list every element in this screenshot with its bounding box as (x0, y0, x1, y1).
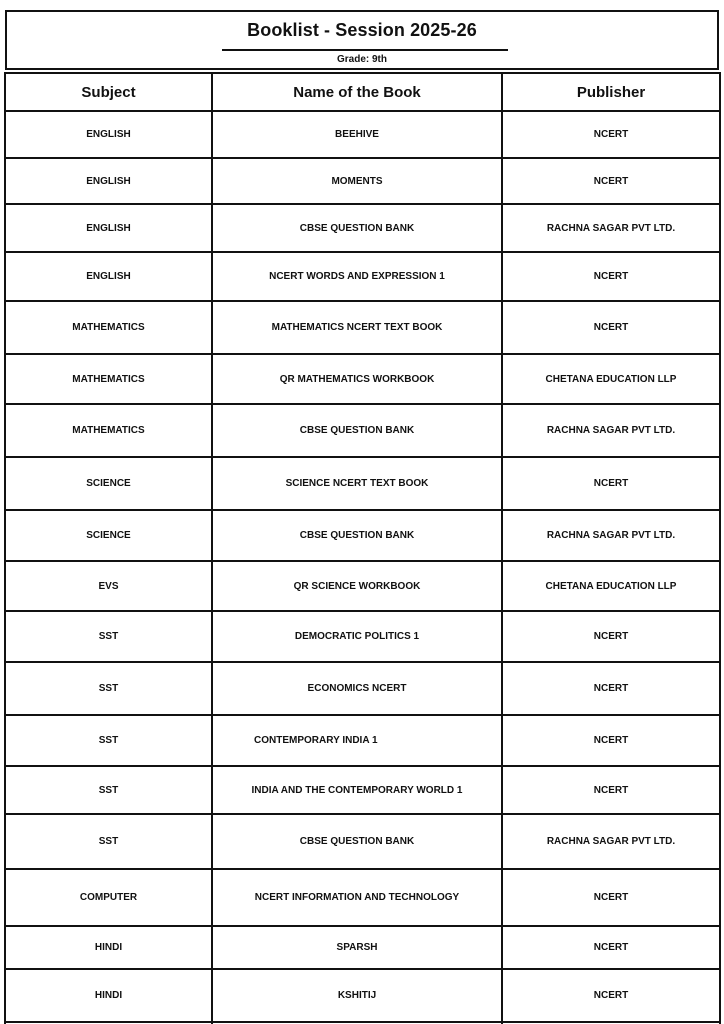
book-cell: NCERT INFORMATION AND TECHNOLOGY (212, 869, 502, 926)
subject-cell: HINDI (5, 926, 212, 969)
book-cell: CBSE QUESTION BANK (212, 404, 502, 457)
book-cell: KSHITIJ (212, 969, 502, 1022)
publisher-cell: NCERT (502, 111, 720, 158)
subject-cell: ENGLISH (5, 111, 212, 158)
book-cell: SCIENCE NCERT TEXT BOOK (212, 457, 502, 510)
subject-cell: SST (5, 715, 212, 766)
book-cell: NCERT WORDS AND EXPRESSION 1 (212, 252, 502, 301)
publisher-cell: NCERT (502, 766, 720, 814)
header-box (5, 10, 719, 70)
book-cell: CBSE QUESTION BANK (212, 204, 502, 252)
subject-cell: SST (5, 814, 212, 869)
book-cell: QR SCIENCE WORKBOOK (212, 561, 502, 611)
subject-cell: ENGLISH (5, 204, 212, 252)
table-row (5, 354, 720, 404)
table-row (5, 561, 720, 611)
page-title: Booklist - Session 2025-26 (247, 20, 477, 40)
book-cell: CBSE QUESTION BANK (212, 814, 502, 869)
subject-cell: MATHEMATICS (5, 301, 212, 354)
grade-label: Grade: 9th (336, 54, 387, 65)
subject-cell: HINDI (5, 969, 212, 1022)
publisher-cell: RACHNA SAGAR PVT LTD. (502, 204, 720, 252)
subject-cell: SCIENCE (5, 510, 212, 561)
column-header-subject: Subject (5, 73, 212, 111)
table-row (5, 252, 720, 301)
column-header-book: Name of the Book (212, 73, 502, 111)
table-row (5, 611, 720, 662)
subject-cell: ENGLISH (5, 158, 212, 204)
publisher-cell: NCERT (502, 158, 720, 204)
table-row (5, 204, 720, 252)
booklist-table (4, 72, 721, 1024)
table-row (5, 662, 720, 715)
publisher-cell: NCERT (502, 926, 720, 969)
table-row (5, 404, 720, 457)
book-cell: MOMENTS (212, 158, 502, 204)
book-cell: CONTEMPORARY INDIA 1 (212, 715, 502, 766)
table-row (5, 301, 720, 354)
book-cell: DEMOCRATIC POLITICS 1 (212, 611, 502, 662)
publisher-cell: NCERT (502, 611, 720, 662)
publisher-cell: RACHNA SAGAR PVT LTD. (502, 404, 720, 457)
book-cell: CBSE QUESTION BANK (212, 510, 502, 561)
table-row (5, 158, 720, 204)
subject-cell: MATHEMATICS (5, 354, 212, 404)
book-cell: ECONOMICS NCERT (212, 662, 502, 715)
table-header-row (5, 73, 720, 111)
subject-cell: SST (5, 766, 212, 814)
subject-cell: SCIENCE (5, 457, 212, 510)
subject-cell: SST (5, 662, 212, 715)
table-row (5, 814, 720, 869)
table-row (5, 869, 720, 926)
publisher-cell: NCERT (502, 301, 720, 354)
table-row (5, 715, 720, 766)
publisher-cell: NCERT (502, 252, 720, 301)
subject-cell: EVS (5, 561, 212, 611)
book-cell: INDIA AND THE CONTEMPORARY WORLD 1 (212, 766, 502, 814)
title-underline (222, 49, 508, 51)
book-cell: SPARSH (212, 926, 502, 969)
subject-cell: MATHEMATICS (5, 404, 212, 457)
book-cell: BEEHIVE (212, 111, 502, 158)
publisher-cell: NCERT (502, 715, 720, 766)
table-row (5, 510, 720, 561)
publisher-cell: NCERT (502, 869, 720, 926)
table-row (5, 457, 720, 510)
table-row (5, 926, 720, 969)
column-header-publisher: Publisher (502, 73, 720, 111)
publisher-cell: NCERT (502, 969, 720, 1022)
book-cell: QR MATHEMATICS WORKBOOK (212, 354, 502, 404)
publisher-cell: CHETANA EDUCATION LLP (502, 561, 720, 611)
table-row (5, 766, 720, 814)
table-row (5, 969, 720, 1022)
publisher-cell: RACHNA SAGAR PVT LTD. (502, 510, 720, 561)
subject-cell: SST (5, 611, 212, 662)
publisher-cell: CHETANA EDUCATION LLP (502, 354, 720, 404)
subject-cell: ENGLISH (5, 252, 212, 301)
publisher-cell: RACHNA SAGAR PVT LTD. (502, 814, 720, 869)
publisher-cell: NCERT (502, 662, 720, 715)
subject-cell: COMPUTER (5, 869, 212, 926)
publisher-cell: NCERT (502, 457, 720, 510)
table-row (5, 111, 720, 158)
book-cell: MATHEMATICS NCERT TEXT BOOK (212, 301, 502, 354)
